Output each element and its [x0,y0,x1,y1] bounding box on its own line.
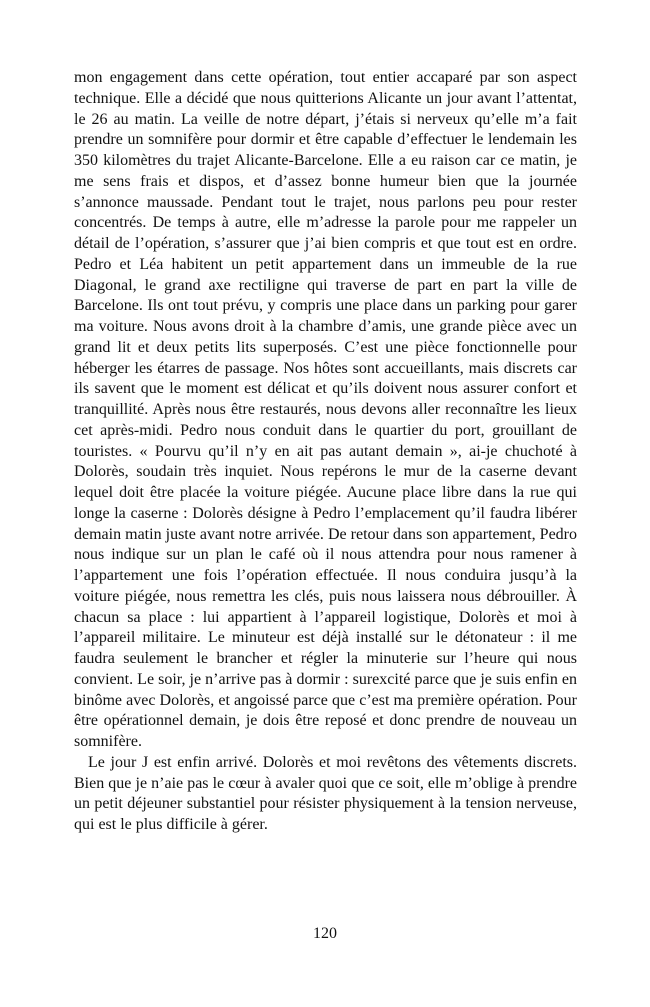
body-paragraph: mon engagement dans cette opération, tout entier accaparé par son aspect technique. Elle a décidé que nous quitterions Alicante un jour avant l’attentat, le 26 au matin. La veille de notre départ, j’étais si nerveux qu’elle m’a fait prendre un somnifère pour dormir et être capable d’effectuer le lendemain les 350 kilomètres du trajet Alicante-Barcelone. Elle a eu raison car ce matin, je me sens frais et dispos, et d’assez bonne humeur bien que la journée s’annonce maussade. Pendant tout le trajet, nous parlons peu pour rester concentrés. De temps à autre, elle m’adresse la parole pour me rappeler un détail de l’opération, s’assurer que j’ai bien compris et que tout est en ordre. Pedro et Léa habitent un petit appartement dans un immeuble de la rue Diagonal, le grand axe rectiligne qui traverse de part en part la ville de Barcelone. Ils ont tout prévu, y compris une place dans un parking pour garer ma voiture. Nous avons droit à la chambre d’amis, une grande pièce avec un grand lit et deux petits lits superposés. C’est une pièce fonctionnelle pour héberger les étarres de passage. Nos hôtes sont accueillants, mais discrets car ils savent que le moment est délicat et qu’ils doivent nous assurer confort et tranquillité. Après nous être restaurés, nous devons aller reconnaître les lieux cet après-midi. Pedro nous conduit dans le quartier du port, grouillant de touristes. « Pourvu qu’il n’y en ait pas autant demain », ai-je chuchoté à Dolorès, soudain très inquiet. Nous repérons le mur de la caserne devant lequel doit être placée la voiture piégée. Aucune place libre dans la rue qui longe la caserne : Dolorès désigne à Pedro l’emplacement qu’il faudra libérer demain matin juste avant notre arrivée. De retour dans son appartement, Pedro nous indique sur un plan le café où il nous attendra pour nous ramener à l’appartement une fois l’opération effectuée. Il nous conduira jusqu’à la voiture piégée, nous remettra les clés, puis nous laissera nous débrouiller. À chacun sa place : lui appartient à l’appareil logistique, Dolorès et moi à l’appareil militaire. Le minuteur est déjà installé sur le détonateur : il me faudra seulement le brancher et régler la minuterie sur l’heure qui nous convient. Le soir, je n’arrive pas à dormir : surexcité parce que je suis enfin en binôme avec Dolorès, et angoissé parce que c’est ma première opération. Pour être opérationnel demain, je dois être reposé et donc prendre de nouveau un somnifère. [74,69,577,750]
page-number: 120 [313,925,337,942]
body-paragraph: Le jour J est enfin arrivé. Dolorès et moi revêtons des vêtements discrets. Bien que je n’aie pas le cœur à avaler quoi que ce soit, elle m’oblige à prendre un petit déjeuner substantiel pour résister physiquement à la tension nerveuse, qui est le plus difficile à gérer. [74,753,577,833]
page-body [74,68,577,836]
